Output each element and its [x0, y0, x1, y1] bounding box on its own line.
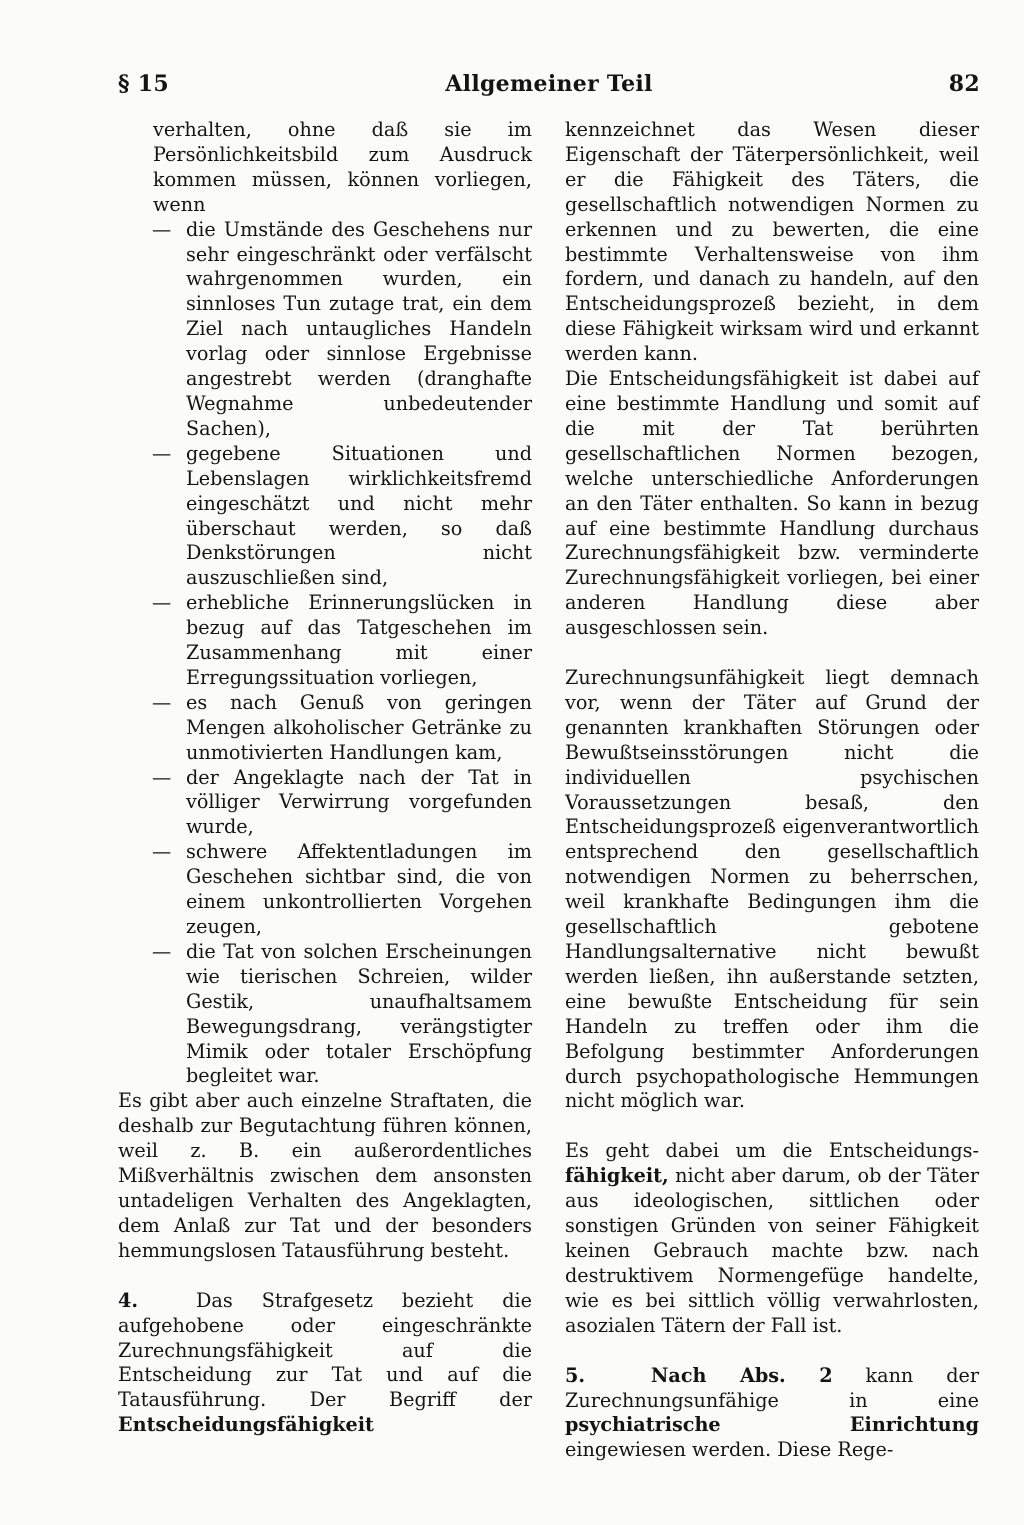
- page-number: 82: [948, 71, 980, 97]
- continuation-paragraph: kennzeichnet das Wesen dieser Eigenschaft der Täterpersönlichkeit, weil er die Fähigkeit des Täters, die gesellschaftlich notwendigen Normen zu erkennen und zu bewerten, die eine bestimmte Verhaltensweise von ihm fordern, und danach zu handeln, auf den Entscheidungsprozeß bezieht, in dem diese Fähigkeit wirksam wird und erkannt werden kann.: [565, 118, 979, 366]
- condition-list: [118, 218, 532, 1090]
- running-header: [118, 68, 980, 102]
- paragraph-number: 5.: [565, 1363, 586, 1387]
- paragraph-5: [565, 1364, 979, 1464]
- unfaehigkeit-paragraph: Zurechnungsunfähigkeit liegt demnach vor, wenn der Täter auf Grund der genannten krankhaften Störungen oder Bewußtseinsstörungen nicht die individuellen psychischen Voraussetzungen besaß, den Entscheidungsprozeß eigenverantwortlich entsprechend den gesellschaftlich notwendigen Normen zu beherrschen, weil krankhafte Bedingungen ihm die gesellschaftlich gebotene Handlungsalternative nicht bewußt werden ließen, ihn außerstande setzten, eine bewußte Entscheidung für sein Handeln zu treffen oder ihm die Befolgung bestimmter Anforderungen durch psychopathologische Hemmungen nicht möglich war.: [565, 666, 979, 1113]
- running-title: Allgemeiner Teil: [445, 71, 653, 97]
- paragraph-text: Das Strafgesetz bezieht die aufgehobene oder eingeschränkte Zurechnungsfähigkeit auf die Entscheidung zur Tat und auf die Tatausführung. Der Begriff der: [118, 1288, 532, 1412]
- bold-term: Nach Abs. 2: [650, 1363, 833, 1387]
- right-column: [565, 118, 979, 1463]
- bold-term: fähigkeit,: [565, 1164, 669, 1188]
- geht-paragraph: [565, 1139, 979, 1338]
- intro-paragraph: verhalten, ohne daß sie im Persönlichkeitsbild zum Ausdruck kommen müssen, können vorliegen, wenn: [153, 118, 532, 216]
- list-item: — schwere Affektentladungen im Geschehen sichtbar sind, die von einem unkontrollierten Vorgehen zeugen,: [118, 840, 532, 940]
- entscheidung-paragraph: Die Entscheidungsfähigkeit ist dabei auf eine bestimmte Handlung und somit auf die mit der Tat berührten gesellschaftlichen Normen bezogen, welche unterschiedliche Anforderungen an den Täter enthalten. So kann in bezug auf eine bestimmte Handlung durchaus Zurechnungsfähigkeit bzw. verminderte Zurechnungsfähigkeit vorliegen, bei einer anderen Handlung diese aber ausgeschlossen sein.: [565, 367, 979, 640]
- paragraph-text: nicht aber darum, ob der Täter aus ideologischen, sittlichen oder sonstigen Gründen von seiner Fähigkeit keinen Gebrauch machte bzw. nach destruktivem Normengefüge handelte, wie es bei sittlich völlig verwahrlosten, asozialen Tätern der Fall ist.: [565, 1164, 979, 1337]
- section-number: § 15: [118, 71, 169, 97]
- list-item: — der Angeklagte nach der Tat in völliger Verwirrung vorgefunden wurde,: [118, 766, 532, 841]
- paragraph-text: kann der Zurechnungsunfähige in eine: [565, 1363, 979, 1412]
- list-item: — es nach Genuß von geringen Mengen alkoholischer Getränke zu unmotivierten Handlungen kam,: [118, 691, 532, 766]
- bold-term: Entscheidungsfähigkeit: [118, 1413, 374, 1437]
- paragraph-text: eingewiesen werden. Diese Rege-: [565, 1438, 894, 1462]
- paragraph-number: 4.: [118, 1288, 139, 1312]
- list-item: — erhebliche Erinnerungslücken in bezug auf das Tatgeschehen im Zusammenhang mit einer Erregungssituation vorliegen,: [118, 591, 532, 691]
- paragraph-text: Es geht dabei um die Entscheidungs-: [565, 1139, 979, 1163]
- paragraph-4: [118, 1289, 532, 1438]
- list-item: — die Tat von solchen Erscheinungen wie tierischen Schreien, wilder Gestik, unaufhaltsamem Bewegungsdrang, verängstigter Mimik oder totaler Erschöpfung begleitet war.: [118, 940, 532, 1089]
- list-item: — gegebene Situationen und Lebenslagen wirklichkeitsfremd eingeschätzt und nicht mehr überschaut werden, so daß Denkstörungen nicht auszuschließen sind,: [118, 442, 532, 591]
- straftaten-paragraph: Es gibt aber auch einzelne Straftaten, die deshalb zur Begutachtung führen können, weil z. B. ein außerordentliches Mißverhältnis zwischen dem ansonsten untadeligen Verhalten des Angeklagten, dem Anlaß zur Tat und der besonders hemmungslosen Tatausführung besteht.: [118, 1089, 532, 1262]
- left-column: [118, 118, 532, 1438]
- bold-term: psychiatrische Einrichtung: [565, 1413, 979, 1437]
- list-item: — die Umstände des Geschehens nur sehr eingeschränkt oder verfälscht wahrgenommen wurden, ein sinnloses Tun zutage trat, ein dem Ziel nach untaugliches Handeln vorlag oder sinnlose Ergebnisse angestrebt werden (dranghafte Wegnahme unbedeutender Sachen),: [118, 218, 532, 442]
